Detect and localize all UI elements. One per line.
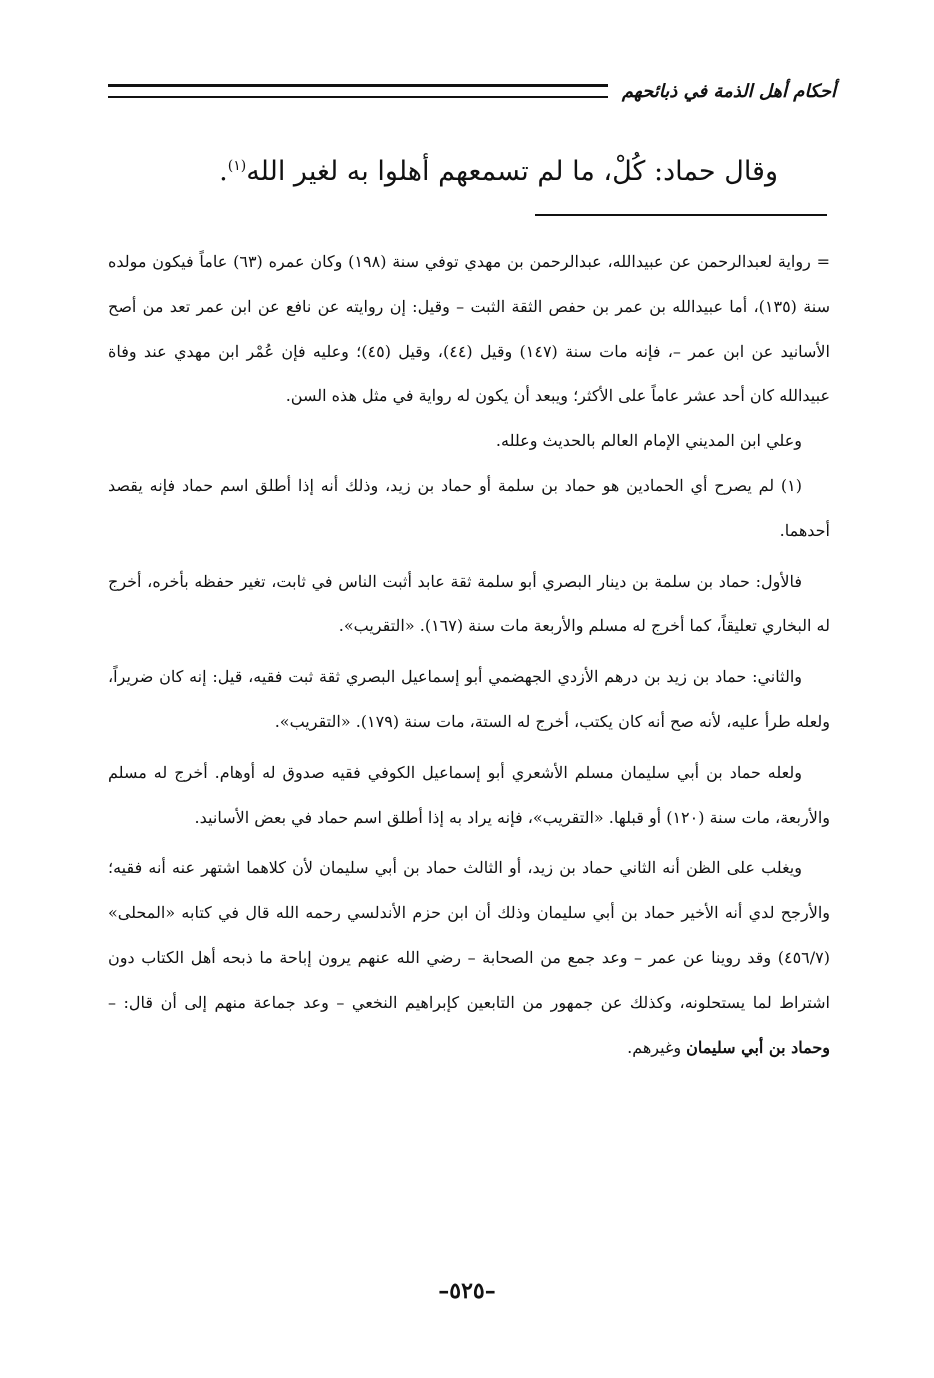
footnote-paragraph: وعلي ابن المديني الإمام العالم بالحديث وعلله. bbox=[495, 431, 802, 451]
main-text-end: . bbox=[219, 156, 228, 187]
footnote-separator bbox=[535, 214, 827, 216]
footnote-reference[interactable]: (١) bbox=[227, 158, 247, 174]
footnote-paragraph: ولعله حماد بن أبي سليمان مسلم الأشعري أبو إسماعيل الكوفي فقيه صدوق له أوهام. أخرج له مسلم والأربعة، مات سنة (١٢٠) أو قبلها. «التقريب»، فإنه يراد به إذا أطلق اسم حماد في بعض الأسانيد. bbox=[108, 762, 830, 827]
footnote-bold-name: وحماد بن أبي سليمان bbox=[686, 1037, 830, 1057]
footnote-1: (١) لم يصرح أي الحمادين هو حماد بن سلمة أو حماد بن زيد، وذلك أنه إذا أطلق اسم حماد فإنه يقصد أحدهما. bbox=[108, 475, 830, 540]
footnote-text-end: وغيرهم. bbox=[627, 1037, 687, 1057]
footnote-continuation: = رواية لعبدالرحمن عن عبيدالله، عبدالرحمن بن مهدي توفي سنة (١٩٨) وكان عمره (٦٣) عاماً فيكون مولده سنة (١٣٥)، أما عبيدالله بن عمر بن حفص الثقة الثبت – وقيل: إن روايته عن نافع عن ابن عمر تعد من أصح الأسانيد عن ابن عمر –، فإنه مات سنة (١٤٧) وقيل (٤٤)، وقيل (٤٥)؛ وعليه فإن عُمْر ابن مهدي عند وفاة عبيدالله كان أحد عشر عاماً على الأكثر؛ ويبعد أن يكون له رواية في مثل هذه السن. bbox=[108, 252, 831, 406]
footnote-paragraph: فالأول: حماد بن سلمة بن دينار البصري أبو سلمة ثقة عابد أثبت الناس في ثابت، تغير حفظه بأخره، أخرج له البخاري تعليقاً، كما أخرج له مسلم والأربعة مات سنة (١٦٧). «التقريب». bbox=[108, 571, 830, 636]
header-double-rule bbox=[108, 84, 608, 98]
footnote-paragraph bbox=[108, 846, 830, 1070]
page-number: –٥٢٥– bbox=[438, 1278, 496, 1304]
running-title: أحكام أهل الذمة في ذبائحهم bbox=[621, 80, 836, 102]
footnote-text: ويغلب على الظن أنه الثاني حماد بن زيد، أو الثالث حماد بن أبي سليمان لأن كلاهما اشتهر عنه أنه فقيه؛ والأرجح لدي أنه الأخير حماد بن أبي سليمان وذلك أن ابن حزم الأندلسي رحمه الله قال في كتابه «المحلى» (٤٥٦/٧) وقد روينا عن عمر – وعد جمع من الصحابة – رضي الله عنهم يرون إباحة ما ذبحه أهل الكتاب دون اشتراط لما يستحلونه، وكذلك عن جمهور من التابعين كإبراهيم النخعي – وعد جماعة منهم إلى أن قال: – bbox=[108, 858, 830, 1012]
footnotes-section bbox=[108, 240, 830, 1070]
footnote-paragraph: والثاني: حماد بن زيد بن درهم الأزدي الجهضمي أبو إسماعيل البصري ثقة ثبت فقيه، قيل: إنه كان ضريراً، ولعله طرأ عليه، لأنه صح أنه كان يكتب، أخرج له الستة، مات سنة (١٧٩). «التقريب». bbox=[108, 667, 830, 731]
main-text bbox=[108, 140, 778, 198]
main-text-body: وقال حماد: كُلْ، ما لم تسمعهم أهلوا به لغير الله bbox=[246, 156, 778, 187]
running-header bbox=[108, 76, 836, 106]
